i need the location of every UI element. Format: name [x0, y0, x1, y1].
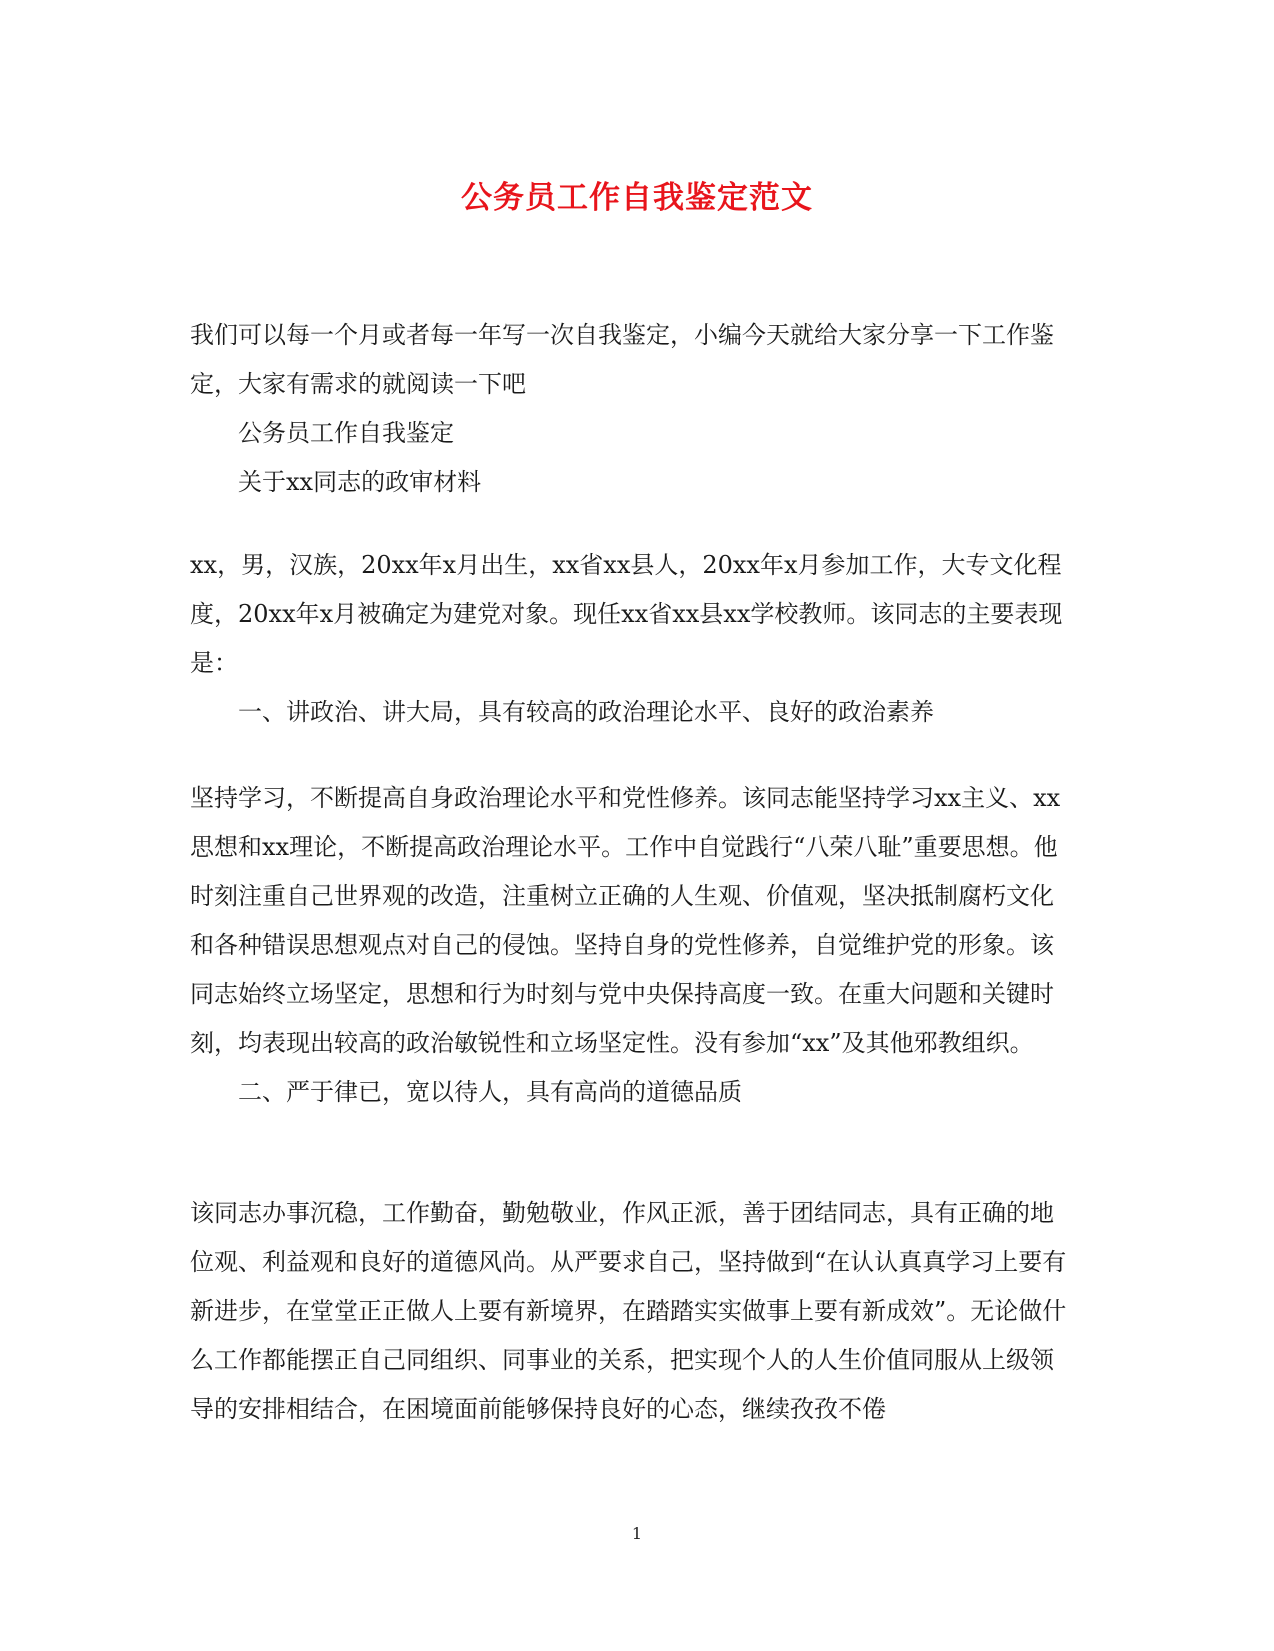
section-1-block: [190, 774, 1070, 1117]
section-heading-1: 一、讲政治、讲大局，具有较高的政治理论水平、良好的政治素养: [238, 698, 934, 726]
document-title: 公务员工作自我鉴定范文: [461, 180, 813, 216]
page-number: 1: [631, 1524, 643, 1543]
personal-info-paragraph: xx，男，汉族，20xx年x月出生，xx省xx县人，20xx年x月参加工作，大专文化程度，20xx年x月被确定为建党对象。现任xx省xx县xx学校教师。该同志的主要表现是：: [190, 551, 1063, 677]
intro-paragraph: 我们可以每一个月或者每一年写一次自我鉴定，小编今天就给大家分享一下工作鉴定，大家有需求的就阅读一下吧: [190, 321, 1054, 398]
subtitle-paragraph: 公务员工作自我鉴定: [238, 419, 454, 447]
section-heading-2: 二、严于律已，宽以待人，具有高尚的道德品质: [238, 1078, 742, 1106]
section-2-block: [190, 1189, 1070, 1434]
material-heading: 关于xx同志的政审材料: [238, 468, 482, 496]
intro-block: [190, 311, 1070, 507]
personal-info-block: [190, 541, 1070, 737]
section-2-paragraph: 该同志办事沉稳，工作勤奋，勤勉敬业，作风正派，善于团结同志，具有正确的地位观、利益观和良好的道德风尚。从严要求自己，坚持做到“在认认真真学习上要有新进步，在堂堂正正做人上要有新境界，在踏踏实实做事上要有新成效”。无论做什么工作都能摆正自己同组织、同事业的关系，把实现个人的人生价值同服从上级领导的安排相结合，在困境面前能够保持良好的心态，继续孜孜不倦: [190, 1199, 1067, 1423]
section-1-paragraph: 坚持学习，不断提高自身政治理论水平和党性修养。该同志能坚持学习xx主义、xx思想和xx理论，不断提高政治理论水平。工作中自觉践行“八荣八耻”重要思想。他时刻注重自己世界观的改造，注重树立正确的人生观、价值观，坚决抵制腐朽文化和各种错误思想观点对自己的侵蚀。坚持自身的党性修养，自觉维护党的形象。该同志始终立场坚定，思想和行为时刻与党中央保持高度一致。在重大问题和关键时刻，均表现出较高的政治敏锐性和立场坚定性。没有参加“xx”及其他邪教组织。: [190, 784, 1061, 1057]
